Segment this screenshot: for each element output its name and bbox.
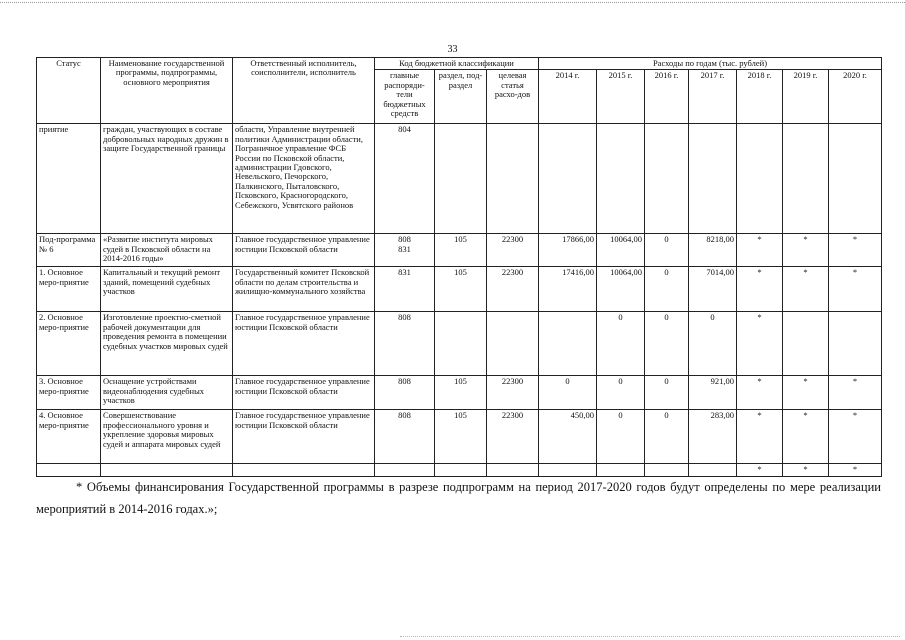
cell-year-2014 xyxy=(539,312,597,376)
cell-year-2017: 0 xyxy=(689,312,737,376)
cell-year-2019: * xyxy=(783,376,829,410)
cell-executor xyxy=(233,464,375,477)
cell-status: 4. Основное меро-приятие xyxy=(37,410,101,464)
cell-year-2017: 7014,00 xyxy=(689,267,737,312)
cell-name: Оснащение устройствами видеонаблюдения судебных участков xyxy=(101,376,233,410)
header-year: 2015 г. xyxy=(597,70,645,124)
cell-year-2020: * xyxy=(829,234,882,267)
cell-grbs: 831 xyxy=(375,267,435,312)
cell-year-2020 xyxy=(829,124,882,234)
cell-year-2015: 10064,00 xyxy=(597,267,645,312)
header-year: 2019 г. xyxy=(783,70,829,124)
table-row xyxy=(37,376,882,410)
table-row xyxy=(37,464,882,477)
cell-year-2020: * xyxy=(829,267,882,312)
cell-status: 3. Основное меро-приятие xyxy=(37,376,101,410)
cell-name: Изготовление проектно-сметной рабочей документации для проведения ремонта в помещении судебных участков мировых судей xyxy=(101,312,233,376)
cell-executor: Главное государственное управление юстиции Псковской области xyxy=(233,312,375,376)
header-year: 2016 г. xyxy=(645,70,689,124)
cell-name xyxy=(101,464,233,477)
cell-csr: 22300 xyxy=(487,234,539,267)
cell-grbs: 808 831 xyxy=(375,234,435,267)
cell-rzpr: 105 xyxy=(435,410,487,464)
cell-year-2019 xyxy=(783,312,829,376)
table-row xyxy=(37,312,882,376)
cell-grbs xyxy=(375,464,435,477)
cell-year-2015 xyxy=(597,124,645,234)
cell-year-2015: 0 xyxy=(597,376,645,410)
header-name: Наименование государственной программы, подпрограммы, основного мероприятия xyxy=(101,58,233,124)
cell-year-2016: 0 xyxy=(645,234,689,267)
cell-year-2014 xyxy=(539,464,597,477)
cell-year-2018: * xyxy=(737,410,783,464)
cell-rzpr xyxy=(435,464,487,477)
header-year: 2020 г. xyxy=(829,70,882,124)
cell-year-2015: 0 xyxy=(597,410,645,464)
cell-year-2016: 0 xyxy=(645,410,689,464)
cell-executor: Главное государственное управление юстиции Псковской области xyxy=(233,234,375,267)
table-row xyxy=(37,124,882,234)
cell-executor: области, Управление внутренней политики Администрации области, Пограничное управление ФСБ России по Псковской области, администрации Гдовского, Невельского, Печорского, Палкинского, Пыталовского, Псковского, Красногородского, Себежского, Усвятского районов xyxy=(233,124,375,234)
cell-year-2018: * xyxy=(737,376,783,410)
cell-year-2014 xyxy=(539,124,597,234)
cell-rzpr xyxy=(435,124,487,234)
header-budget-code: Код бюджетной классификации xyxy=(375,58,539,70)
cell-year-2016 xyxy=(645,124,689,234)
cell-year-2016: 0 xyxy=(645,267,689,312)
cell-name: Капитальный и текущий ремонт зданий, помещений судебных участков xyxy=(101,267,233,312)
cell-executor: Государственный комитет Псковской области по делам строительства и жилищно-коммунального хозяйства xyxy=(233,267,375,312)
header-status: Статус xyxy=(37,58,101,124)
table-row xyxy=(37,267,882,312)
cell-year-2018: * xyxy=(737,234,783,267)
header-year: 2014 г. xyxy=(539,70,597,124)
cell-rzpr: 105 xyxy=(435,234,487,267)
cell-year-2020 xyxy=(829,312,882,376)
cell-executor: Главное государственное управление юстиции Псковской области xyxy=(233,376,375,410)
cell-grbs: 808 xyxy=(375,376,435,410)
budget-table xyxy=(36,57,882,477)
header-year: 2017 г. xyxy=(689,70,737,124)
cell-year-2019: * xyxy=(783,234,829,267)
cell-csr xyxy=(487,312,539,376)
cell-status: 2. Основное меро-приятие xyxy=(37,312,101,376)
header-grbs: главные распоряди-тели бюджетных средств xyxy=(375,70,435,124)
cell-rzpr: 105 xyxy=(435,376,487,410)
cell-csr: 22300 xyxy=(487,376,539,410)
header-expenses: Расходы по годам (тыс. рублей) xyxy=(539,58,882,70)
cell-year-2019: * xyxy=(783,410,829,464)
cell-year-2017 xyxy=(689,464,737,477)
table-row xyxy=(37,410,882,464)
cell-year-2017 xyxy=(689,124,737,234)
header-rzpr: раздел, под-раздел xyxy=(435,70,487,124)
cell-year-2016: 0 xyxy=(645,376,689,410)
cell-year-2014: 450,00 xyxy=(539,410,597,464)
cell-rzpr: 105 xyxy=(435,267,487,312)
cell-csr: 22300 xyxy=(487,410,539,464)
header-csr: целевая статья расхо-дов xyxy=(487,70,539,124)
header-executor: Ответственный исполнитель, соисполнители, исполнитель xyxy=(233,58,375,124)
scan-artifact-top xyxy=(0,2,905,4)
cell-year-2018: * xyxy=(737,312,783,376)
cell-year-2017: 8218,00 xyxy=(689,234,737,267)
cell-year-2014: 17416,00 xyxy=(539,267,597,312)
cell-year-2017: 283,00 xyxy=(689,410,737,464)
cell-year-2018: * xyxy=(737,464,783,477)
cell-year-2019 xyxy=(783,124,829,234)
page-number: 33 xyxy=(447,44,458,55)
cell-status: Под-программа № 6 xyxy=(37,234,101,267)
cell-grbs: 808 xyxy=(375,312,435,376)
scan-artifact-bottom xyxy=(400,636,900,638)
cell-name: граждан, участвующих в составе добровольных народных дружин в защите Государственной границы xyxy=(101,124,233,234)
cell-year-2014: 0 xyxy=(539,376,597,410)
cell-grbs: 808 xyxy=(375,410,435,464)
cell-year-2020: * xyxy=(829,410,882,464)
cell-year-2019: * xyxy=(783,464,829,477)
cell-year-2015 xyxy=(597,464,645,477)
cell-csr: 22300 xyxy=(487,267,539,312)
cell-status: 1. Основное меро-приятие xyxy=(37,267,101,312)
cell-year-2018 xyxy=(737,124,783,234)
cell-csr xyxy=(487,124,539,234)
cell-name: Совершенствование профессионального уровня и укрепление здоровья мировых судей и аппарата мировых судей xyxy=(101,410,233,464)
header-year: 2018 г. xyxy=(737,70,783,124)
cell-year-2018: * xyxy=(737,267,783,312)
cell-rzpr xyxy=(435,312,487,376)
cell-year-2016 xyxy=(645,464,689,477)
cell-year-2020: * xyxy=(829,376,882,410)
cell-year-2017: 921,00 xyxy=(689,376,737,410)
cell-year-2016: 0 xyxy=(645,312,689,376)
cell-csr xyxy=(487,464,539,477)
footnote: * Объемы финансирования Государственной программы в разрезе подпрограмм на период 2017-2020 годов будут определены по мере реализации мероприятий в 2014-2016 годах.»; xyxy=(36,480,881,516)
cell-name: «Развитие института мировых судей в Псковской области на 2014-2016 годы» xyxy=(101,234,233,267)
table-row xyxy=(37,234,882,267)
cell-year-2020: * xyxy=(829,464,882,477)
cell-status xyxy=(37,464,101,477)
cell-status: приятие xyxy=(37,124,101,234)
cell-year-2019: * xyxy=(783,267,829,312)
cell-year-2015: 0 xyxy=(597,312,645,376)
cell-year-2015: 10064,00 xyxy=(597,234,645,267)
cell-grbs: 804 xyxy=(375,124,435,234)
cell-year-2014: 17866,00 xyxy=(539,234,597,267)
cell-executor: Главное государственное управление юстиции Псковской области xyxy=(233,410,375,464)
